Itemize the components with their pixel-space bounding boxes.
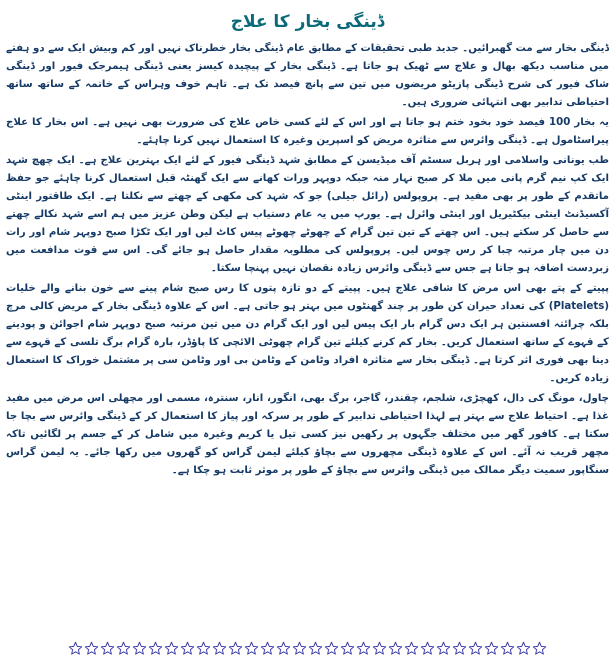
- paragraph-diet-prevention: چاول، مونگ کی دال، کھچڑی، شلجم، چقندر، گاجر، برگ بھی، انگور، انار، سنترہ، مسمی اور مچھلی اس مرض میں مفید غذا ہے۔ احتیاط علاج سے بہتر ہے لہذا احتیاطی تدابیر کے طور پر سرکہ اور پیاز کا استعمال کر کے ڈینگی وائرس سے بچا جا سکتا ہے۔ کافور گھر میں مختلف جگہوں پر رکھیں نیز کسی تیل یا کریم وغیرہ میں شامل کر کے جسم پر لگائیں تاکہ مچھر قریب نہ آئے۔ اس کے علاوہ ڈینگی مچھروں سے بچاؤ کیلئے لیمن گراس کو گھروں میں رکھا جائے۔ یہ لیمن گراس سنگاپور سمیت دیگر ممالک میں ڈینگی وائرس سے بچاؤ کے طور پر موثر ثابت ہو چکا ہے۔: [6, 393, 609, 476]
- star-icon: [340, 641, 355, 656]
- star-icon: [500, 641, 515, 656]
- star-icon: [148, 641, 163, 656]
- star-icon: [468, 641, 483, 656]
- star-icon: [196, 641, 211, 656]
- star-icon: [68, 641, 83, 656]
- paragraph-honey-propolis: طب یونانی واسلامی اور ہربل سسٹم آف میڈیسن کے مطابق شہد ڈینگی فیور کے لئے ایک بہترین علاج ہے۔ ایک چھچ شہد ایک کپ نیم گرم پانی میں ملا کر صبح نہار منہ جبکہ دوپہر ورات کھانے سے ایک گھنٹہ قبل استعمال کرنا چاہئے جو حفظ ماتقدم کے طور پر بھی مفید ہے۔ پروپولس (رائل جیلی) جو کہ شہد کی مکھی کے چھتے سے نکلتا ہے۔ ایک طاقتور اینٹی آکسیڈنٹ اینٹی بیکٹیریل اور اینٹی وائرل ہے۔ یورپ میں یہ عام دستیاب ہے لیکن وطن عزیز میں ہم اسے شہد نکالے چھتے سے حاصل کر سکتے ہیں۔ اس چھتے کے تین تین گرام کے چھوٹے چھوٹے پیس کاٹ لیں اور ایک ٹکڑا صبح دوپہر شام اور رات دن میں چار مرتبہ چبا کر رس چوس لیں۔ پروپولس کی مطلوبہ مقدار حاصل ہو جائے گی۔ اس سے قوت مدافعت میں زبردست اضافہ ہو جاتا ہے جس سے ڈینگی وائرس زیادہ نقصان نہیں پہنچا سکتا۔: [6, 155, 609, 274]
- star-icon: [484, 641, 499, 656]
- star-icon: [100, 641, 115, 656]
- star-icon: [532, 641, 547, 656]
- star-icon: [356, 641, 371, 656]
- star-icon: [388, 641, 403, 656]
- star-icon: [324, 641, 339, 656]
- star-icon: [436, 641, 451, 656]
- star-icon: [372, 641, 387, 656]
- star-icon: [84, 641, 99, 656]
- paragraph-intro: ڈینگی بخار سے مت گھبرائیں۔ جدید طبی تحقیقات کے مطابق عام ڈینگی بخار خطرناک نہیں اور کم وبیش ایک سے دو ہفتے میں مناسب دیکھ بھال و علاج سے ٹھیک ہو جاتا ہے۔ ڈینگی بخار کے پیچیدہ کیسز یعنی ڈینگی ہیمرجک فیور اور ڈینگی شاک فیور کی شرح ڈینگی پازیٹو مریضوں میں تین سے پانچ فیصد تک ہے۔ تاہم خوف وہراس کے خاتمہ کے ساتھ ساتھ احتیاطی تدابیر بھی انتہائی ضروری ہیں۔: [6, 43, 609, 108]
- title-bar: [0, 8, 615, 36]
- star-icon: [308, 641, 323, 656]
- star-icon: [228, 641, 243, 656]
- star-icon: [420, 641, 435, 656]
- paragraph-treatment: یہ بخار 100 فیصد خود بخود ختم ہو جاتا ہے اور اس کے لئے کسی خاص علاج کی ضرورت بھی نہیں ہے۔ اس بخار کا علاج پیراسٹامول ہے۔ ڈینگی وائرس سے متاثرہ مریض کو اسپرین وغیرہ کا استعمال نہیں کرنا چاہئے۔: [6, 117, 609, 146]
- star-icon: [516, 641, 531, 656]
- star-icon: [452, 641, 467, 656]
- star-icon: [404, 641, 419, 656]
- paragraph-papaya: پپیتے کے پتے بھی اس مرض کا شافی علاج ہیں۔ پپیتے کے دو تازہ پتوں کا رس صبح شام پینے سے خون بنانے والے خلیات (Platelets) کی تعداد حیران کن طور پر چند گھنٹوں میں بہتر ہو جاتی ہے۔ اس کے علاوہ ڈینگی بخار کے مریض کالی مرچ بلکہ چرائتہ افسنتین ہر ایک دس گرام بار ایک پیس لیں اور ایک گرام دن میں تین مرتبہ صبح دوپہر شام اجوائن و پودینے کے قہوے کے ساتھ استعمال کریں۔ بخار کم کرنے کیلئے تین گرام چھوٹی الائچی کا پاؤڈر، بارہ گرام برگ تلسی کے قہوے سے دینا بھی فوری اثر کرتا ہے۔ ڈینگی بخار سے متاثرہ افراد وٹامن کے وٹامن بی اور وٹامن سی پر مشتمل خوراک کا استعمال زیادہ کریں۔: [6, 283, 609, 384]
- star-divider: [0, 636, 615, 660]
- star-icon: [292, 641, 307, 656]
- star-icon: [276, 641, 291, 656]
- star-icon: [132, 641, 147, 656]
- star-icon: [244, 641, 259, 656]
- star-icon: [164, 641, 179, 656]
- star-icon: [116, 641, 131, 656]
- star-icon: [260, 641, 275, 656]
- star-icon: [212, 641, 227, 656]
- star-icon: [180, 641, 195, 656]
- article-body: [6, 40, 609, 632]
- page-title: ڈینگی بخار کا علاج: [230, 12, 385, 32]
